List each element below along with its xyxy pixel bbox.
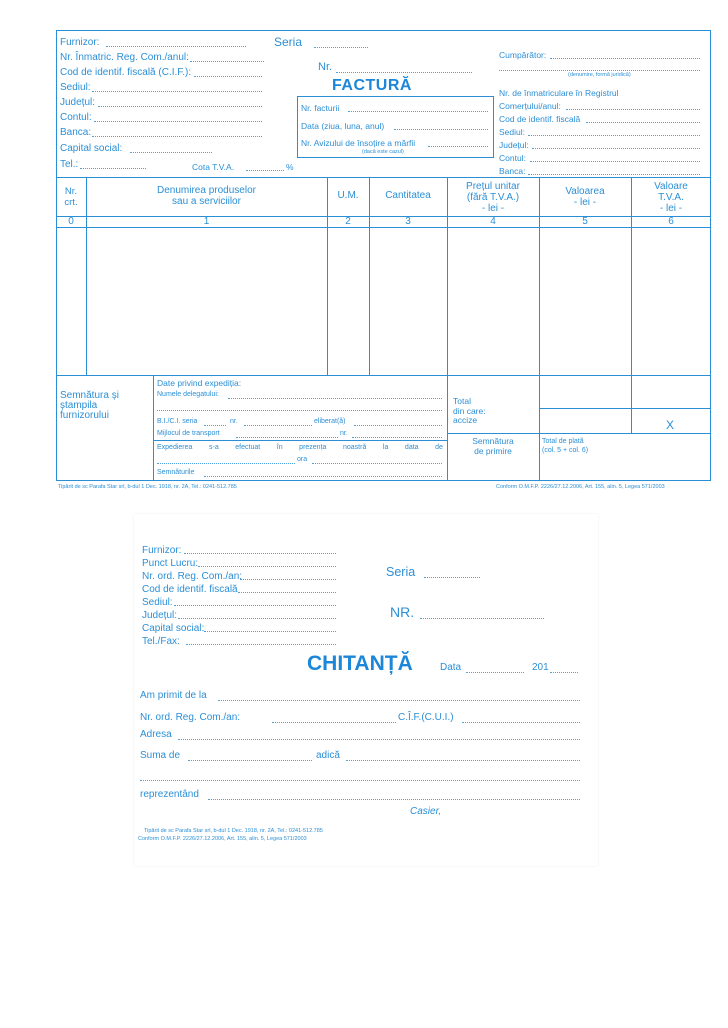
header-valoare-tva bbox=[631, 181, 711, 214]
receipt-cod-field[interactable] bbox=[238, 592, 336, 593]
receipt-regcom-field[interactable] bbox=[240, 579, 336, 580]
buyer-banca-label: Banca: bbox=[499, 166, 526, 176]
expedierea-word-9: de bbox=[435, 444, 443, 451]
eliberat-label: eliberat(ă) bbox=[314, 418, 346, 425]
semnaturile-label: Semnăturile bbox=[157, 469, 195, 476]
table-body-bottom bbox=[56, 375, 711, 376]
suma-field[interactable] bbox=[188, 760, 312, 761]
receipt-seria-field[interactable] bbox=[424, 577, 480, 578]
supplier-judetul-label: Județul: bbox=[60, 97, 96, 108]
eliberat-field[interactable] bbox=[354, 425, 442, 426]
expedierea-word-7: la bbox=[382, 444, 389, 451]
expediere-date-field[interactable] bbox=[157, 463, 295, 464]
semnaturile-field[interactable] bbox=[204, 476, 442, 477]
receipt-punct-lucru-label: Punct Lucru: bbox=[142, 558, 199, 569]
receipt-year-field[interactable] bbox=[550, 672, 578, 673]
header-valoarea-line-1: Valoarea bbox=[565, 186, 605, 197]
expedierea-word-1: Expedierea bbox=[157, 444, 193, 451]
supplier-cota-tva-field[interactable] bbox=[246, 170, 284, 171]
header-denumirea-line-1: Denumirea produselor bbox=[157, 185, 256, 196]
supplier-regcom-label: Nr. Înmatric. Reg. Com./anul: bbox=[60, 52, 189, 63]
invoice-seria-label: Seria bbox=[274, 35, 303, 49]
am-primit-label: Am primit de la bbox=[140, 690, 207, 701]
delegat-field[interactable] bbox=[228, 398, 442, 399]
buyer-nr-inmatr-label: Nr. de înmatriculare în Registrul bbox=[499, 88, 619, 98]
supplier-furnizor-label: Furnizor: bbox=[60, 37, 100, 48]
header-valoarea bbox=[539, 186, 631, 208]
am-primit-field[interactable] bbox=[218, 700, 580, 701]
col-number-1: 1 bbox=[203, 216, 210, 227]
expedierea-word-4: în bbox=[276, 444, 283, 451]
receipt-seria-label: Seria bbox=[386, 565, 416, 579]
ora-label: ora bbox=[297, 456, 308, 463]
buyer-cumparator-label: Cumpărător: bbox=[499, 50, 547, 60]
receipt-nr-label: NR. bbox=[390, 604, 415, 620]
receipt-reg-com-label: Nr. ord. Reg. Com./an: bbox=[140, 712, 241, 723]
invoice-nr-field[interactable] bbox=[336, 72, 472, 73]
casier-label: Casier, bbox=[410, 806, 442, 817]
col-number-2: 2 bbox=[345, 216, 351, 227]
header-nr-crt bbox=[56, 186, 86, 208]
buyer-comertului-field[interactable] bbox=[566, 109, 700, 110]
total-label bbox=[453, 397, 486, 426]
receipt-data-label: Data bbox=[440, 662, 462, 673]
supplier-capital-field[interactable] bbox=[130, 152, 212, 153]
header-tva-line-2: T.V.A. bbox=[658, 192, 684, 203]
col-number-4: 4 bbox=[490, 216, 496, 227]
buyer-sediul-field[interactable] bbox=[528, 135, 700, 136]
buyer-cod-label: Cod de identif. fiscală bbox=[499, 114, 581, 124]
supplier-contul-label: Contul: bbox=[60, 112, 92, 123]
details-aviz-note: (dacă este cazul) bbox=[362, 149, 404, 155]
date-expeditie-label: Date privind expediția: bbox=[157, 378, 242, 388]
supplier-tel-label: Tel.: bbox=[60, 159, 79, 170]
total-plata bbox=[542, 437, 588, 455]
footer-total-line bbox=[539, 408, 711, 409]
mijloc-field[interactable] bbox=[236, 437, 338, 438]
supplier-judetul-field[interactable] bbox=[98, 106, 262, 107]
header-tva-line-3: - lei - bbox=[659, 203, 683, 214]
total-line-2: din care: bbox=[453, 405, 486, 416]
reprezentand-field[interactable] bbox=[208, 799, 580, 800]
header-pret-unitar bbox=[447, 181, 539, 214]
buyer-contul-label: Contul: bbox=[499, 153, 526, 163]
header-pret-line-3: - lei - bbox=[481, 203, 505, 214]
semnatura-primire bbox=[447, 436, 539, 456]
invoice-conform-note: Conform O.M.F.P. 2226/27.12.2006, Art. 155, alin. 5, Legea 571/2003 bbox=[496, 484, 665, 490]
buyer-banca-field[interactable] bbox=[528, 174, 700, 175]
receipt-form bbox=[0, 500, 728, 880]
supplier-contul-field[interactable] bbox=[94, 121, 262, 122]
header-cantitatea-line-1: Cantitatea bbox=[385, 190, 431, 201]
header-cantitatea bbox=[369, 191, 447, 201]
delegat-field-2[interactable] bbox=[157, 410, 442, 411]
supplier-tel-field[interactable] bbox=[80, 168, 146, 169]
expedierea-word-3: efectuat bbox=[235, 444, 261, 451]
adresa-label: Adresa bbox=[140, 729, 172, 740]
buyer-sediul-label: Sediul: bbox=[499, 127, 525, 137]
suma-label: Suma de bbox=[140, 750, 181, 761]
header-um bbox=[327, 191, 369, 201]
receipt-regcom-label: Nr. ord. Reg. Com./an: bbox=[142, 571, 243, 582]
details-aviz-field[interactable] bbox=[428, 146, 488, 147]
supplier-cif-field[interactable] bbox=[194, 76, 262, 77]
receipt-year-label: 201 bbox=[532, 662, 549, 673]
buyer-judetul-field[interactable] bbox=[532, 148, 700, 149]
details-aviz-label: Nr. Avizului de însoțire a mărfii bbox=[301, 138, 416, 148]
supplier-percent-sign: % bbox=[286, 162, 294, 172]
semnatura-primire-line-1: Semnătura bbox=[472, 436, 514, 446]
invoice-form bbox=[0, 0, 728, 500]
total-line-3: accize bbox=[453, 415, 478, 425]
header-divider bbox=[56, 177, 711, 178]
delegat-label: Numele delegatului: bbox=[157, 391, 219, 398]
col-number-6: 6 bbox=[668, 216, 674, 227]
receipt-telfax-label: Tel./Fax: bbox=[142, 636, 180, 647]
receipt-furnizor-field[interactable] bbox=[184, 553, 336, 554]
invoice-printer-note: Tipărit de sc Parafa Star srl, b-dul 1 Dec. 1918, nr. 2A, Tel.: 0241-512.785 bbox=[58, 484, 237, 490]
tva-x-mark: X bbox=[666, 418, 675, 432]
mijloc-label: Mijlocul de transport bbox=[157, 430, 220, 437]
receipt-telfax-field[interactable] bbox=[186, 644, 336, 645]
expedierea-word-8: data bbox=[404, 444, 419, 451]
semnatura-furnizor-line-2: ștampila bbox=[60, 400, 98, 411]
details-data-label: Data (ziua, luna, anul) bbox=[301, 121, 385, 131]
adica-field[interactable] bbox=[346, 760, 580, 761]
buyer-comertului-label: Comerțului/anul: bbox=[499, 101, 561, 111]
receipt-capital-label: Capital social: bbox=[142, 623, 205, 634]
receipt-cif-label: C.Î.F.(C.U.I.) bbox=[398, 712, 454, 723]
expedierea-sentence bbox=[157, 444, 443, 452]
adica-label: adică bbox=[316, 750, 340, 761]
col-number-0: 0 bbox=[68, 216, 74, 227]
semnatura-primire-line-2: de primire bbox=[474, 446, 512, 456]
table-number-row-bottom bbox=[56, 227, 711, 228]
supplier-regcom-field[interactable] bbox=[190, 61, 264, 62]
header-nr-crt-line-2: crt. bbox=[64, 197, 78, 208]
supplier-banca-field[interactable] bbox=[92, 136, 262, 137]
semnatura-furnizor-line-1: Semnătura și bbox=[60, 390, 119, 401]
receipt-furnizor-label: Furnizor: bbox=[142, 545, 182, 556]
mijloc-nr-field[interactable] bbox=[352, 437, 442, 438]
receipt-title: CHITANȚĂ bbox=[307, 652, 413, 675]
buyer-judetul-label: Județul: bbox=[499, 140, 529, 150]
receipt-nr-field[interactable] bbox=[420, 618, 544, 619]
header-um-line-1: U.M. bbox=[337, 190, 359, 201]
receipt-reg-com-field[interactable] bbox=[272, 722, 396, 723]
details-nr-facturii-field[interactable] bbox=[348, 111, 488, 112]
total-plata-line-2: (col. 5 + col. 6) bbox=[542, 447, 589, 454]
header-denumirea bbox=[86, 185, 327, 207]
col-number-5: 5 bbox=[582, 216, 588, 227]
receipt-judetul-label: Județul: bbox=[142, 610, 178, 621]
receipt-sediul-field[interactable] bbox=[174, 605, 336, 606]
suma-litere-field-2[interactable] bbox=[140, 780, 580, 781]
bi-seria-field[interactable] bbox=[204, 425, 226, 426]
header-pret-line-1: Prețul unitar bbox=[466, 181, 520, 192]
buyer-note: (denumire, formă juridică) bbox=[568, 72, 631, 78]
buyer-contul-field[interactable] bbox=[530, 161, 700, 162]
invoice-title: FACTURĂ bbox=[332, 77, 412, 94]
receipt-punct-lucru-field[interactable] bbox=[198, 566, 336, 567]
supplier-banca-label: Banca: bbox=[60, 127, 92, 138]
header-tva-line-1: Valoare bbox=[654, 181, 688, 192]
semnatura-furnizor bbox=[60, 391, 119, 421]
receipt-printer-note: Tipărit de sc Parafa Star srl, b-dul 1 Dec. 1918, nr. 2A, Tel.: 0241-512.785 bbox=[144, 828, 323, 834]
receipt-cod-label: Cod de identif. fiscală bbox=[142, 584, 238, 595]
ora-field[interactable] bbox=[312, 463, 442, 464]
supplier-capital-label: Capital social: bbox=[60, 143, 123, 154]
adresa-field[interactable] bbox=[178, 739, 580, 740]
supplier-cif-label: Cod de identif. fiscală (C.I.F.): bbox=[60, 67, 192, 78]
details-nr-facturii-label: Nr. facturii bbox=[301, 103, 340, 113]
col-number-3: 3 bbox=[405, 216, 411, 227]
invoice-nr-label: Nr. bbox=[318, 61, 333, 73]
supplier-cota-tva-label: Cota T.V.A. bbox=[192, 162, 235, 172]
buyer-cumparator-field-2[interactable] bbox=[499, 70, 700, 71]
receipt-cif-field[interactable] bbox=[462, 722, 580, 723]
supplier-sediul-label: Sediul: bbox=[60, 82, 91, 93]
receipt-capital-field[interactable] bbox=[204, 631, 336, 632]
expedierea-word-6: noastră bbox=[342, 444, 367, 451]
footer-total-bottom bbox=[447, 433, 711, 434]
col-divider-1 bbox=[327, 177, 328, 375]
details-data-field[interactable] bbox=[394, 129, 488, 130]
supplier-furnizor-field[interactable] bbox=[106, 46, 246, 47]
receipt-conform-note: Conform O.M.F.P. 2226/27.12.2006, Art. 155, alin. 5, Legea 571/2003 bbox=[138, 836, 307, 842]
col-divider-2 bbox=[369, 177, 370, 375]
header-pret-line-2: (fără T.V.A.) bbox=[466, 192, 520, 203]
total-line-1: Total bbox=[453, 396, 471, 406]
receipt-sediul-label: Sediul: bbox=[142, 597, 173, 608]
receipt-data-field[interactable] bbox=[466, 672, 524, 673]
invoice-seria-field[interactable] bbox=[314, 47, 368, 48]
buyer-cod-field[interactable] bbox=[586, 122, 700, 123]
mijloc-nr-label: nr. bbox=[340, 430, 348, 437]
reprezentand-label: reprezentând bbox=[140, 789, 199, 800]
expedierea-word-5: prezența bbox=[299, 444, 327, 451]
receipt-judetul-field[interactable] bbox=[178, 618, 336, 619]
bi-nr-label: nr. bbox=[230, 418, 238, 425]
bi-seria-label: B.I./C.I. seria bbox=[157, 418, 198, 425]
semnatura-furnizor-line-3: furnizorului bbox=[60, 410, 109, 421]
bi-nr-field[interactable] bbox=[244, 425, 312, 426]
buyer-cumparator-field[interactable] bbox=[550, 58, 700, 59]
header-valoarea-line-2: - lei - bbox=[573, 197, 597, 208]
header-denumirea-line-2: sau a serviciilor bbox=[172, 196, 241, 207]
expedierea-word-2: s-a bbox=[208, 444, 219, 451]
header-nr-crt-line-1: Nr. bbox=[64, 186, 78, 197]
total-plata-line-1: Total de plată bbox=[542, 438, 584, 445]
supplier-sediul-field[interactable] bbox=[92, 91, 262, 92]
